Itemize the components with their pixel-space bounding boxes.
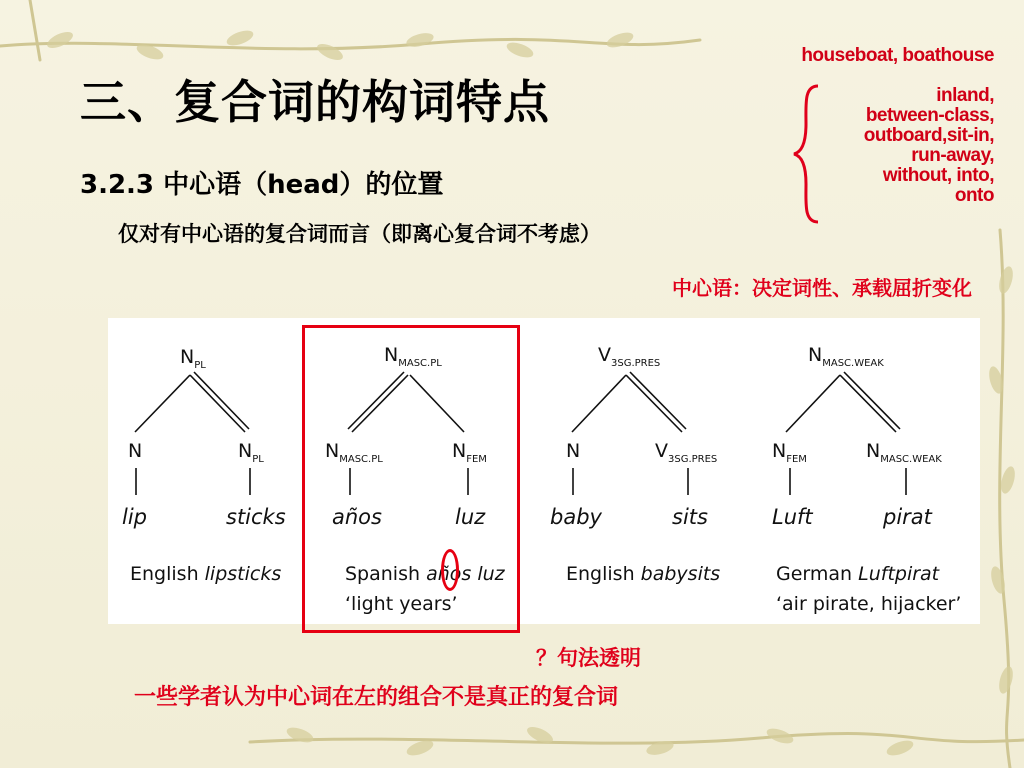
section-subtitle: 3.2.3 中心语（head）的位置 — [80, 170, 444, 200]
tree-left-label: N — [128, 440, 143, 462]
question-note: ？句法透明 — [536, 646, 641, 670]
tree-root-label: $N_{PL}$ — [180, 346, 206, 371]
tree-right-word: sits — [672, 505, 708, 529]
tree-german-luftpirat — [772, 344, 961, 615]
tree-right-label: $N_{FEM}$ — [452, 440, 487, 465]
tree-root-label: $V_{3SG.PRES}$ — [598, 344, 661, 369]
tree-right-label: $N_{PL}$ — [238, 440, 264, 465]
tree-gloss: ‘light years’ — [345, 593, 458, 615]
scope-note: 仅对有中心语的复合词而言（即离心复合词不考虑） — [118, 222, 601, 246]
slide-title: 三、复合词的构词特点 — [80, 75, 550, 129]
tree-right-label: $N_{MASC.WEAK}$ — [866, 440, 942, 465]
tree-right-label: $V_{3SG.PRES}$ — [655, 440, 718, 465]
right-headed-examples: houseboat, boathouse — [801, 45, 994, 66]
tree-caption: German Luftpirat — [776, 563, 940, 585]
tree-english-babysits — [550, 344, 720, 585]
tree-left-label: $N_{MASC.PL}$ — [325, 440, 383, 465]
example-line: onto — [954, 185, 994, 206]
tree-caption: English lipsticks — [130, 563, 282, 585]
highlight-frame — [302, 325, 520, 633]
head-definition: 中心语：决定词性、承载屈折变化 — [672, 276, 972, 300]
tree-caption: English babysits — [566, 563, 721, 585]
tree-root-label: $N_{MASC.WEAK}$ — [808, 344, 884, 369]
tree-caption: Spanish años luz — [345, 563, 505, 585]
example-line: inland, — [936, 85, 994, 106]
tree-left-label: $N_{FEM}$ — [772, 440, 807, 465]
tree-right-word: luz — [455, 505, 486, 529]
tree-left-label: N — [566, 440, 581, 462]
example-line: outboard,sit-in, — [863, 125, 994, 146]
example-line: run-away, — [911, 145, 994, 166]
tree-left-word: baby — [550, 505, 602, 529]
tree-gloss: ‘air pirate, hijacker’ — [776, 593, 962, 615]
tree-english-lipsticks — [122, 346, 286, 585]
tree-left-word: Luft — [772, 505, 813, 529]
scholar-claim: 一些学者认为中心词在左的组合不是真正的复合词 — [134, 685, 619, 710]
tree-left-word: lip — [122, 505, 147, 529]
example-line: without, into, — [882, 165, 994, 186]
tree-left-word: años — [332, 505, 382, 529]
highlight-ellipse — [441, 549, 459, 591]
example-line: between-class, — [865, 105, 994, 126]
tree-root-label: $N_{MASC.PL}$ — [384, 344, 442, 369]
tree-right-word: sticks — [226, 505, 286, 529]
tree-right-word: pirat — [883, 505, 932, 529]
